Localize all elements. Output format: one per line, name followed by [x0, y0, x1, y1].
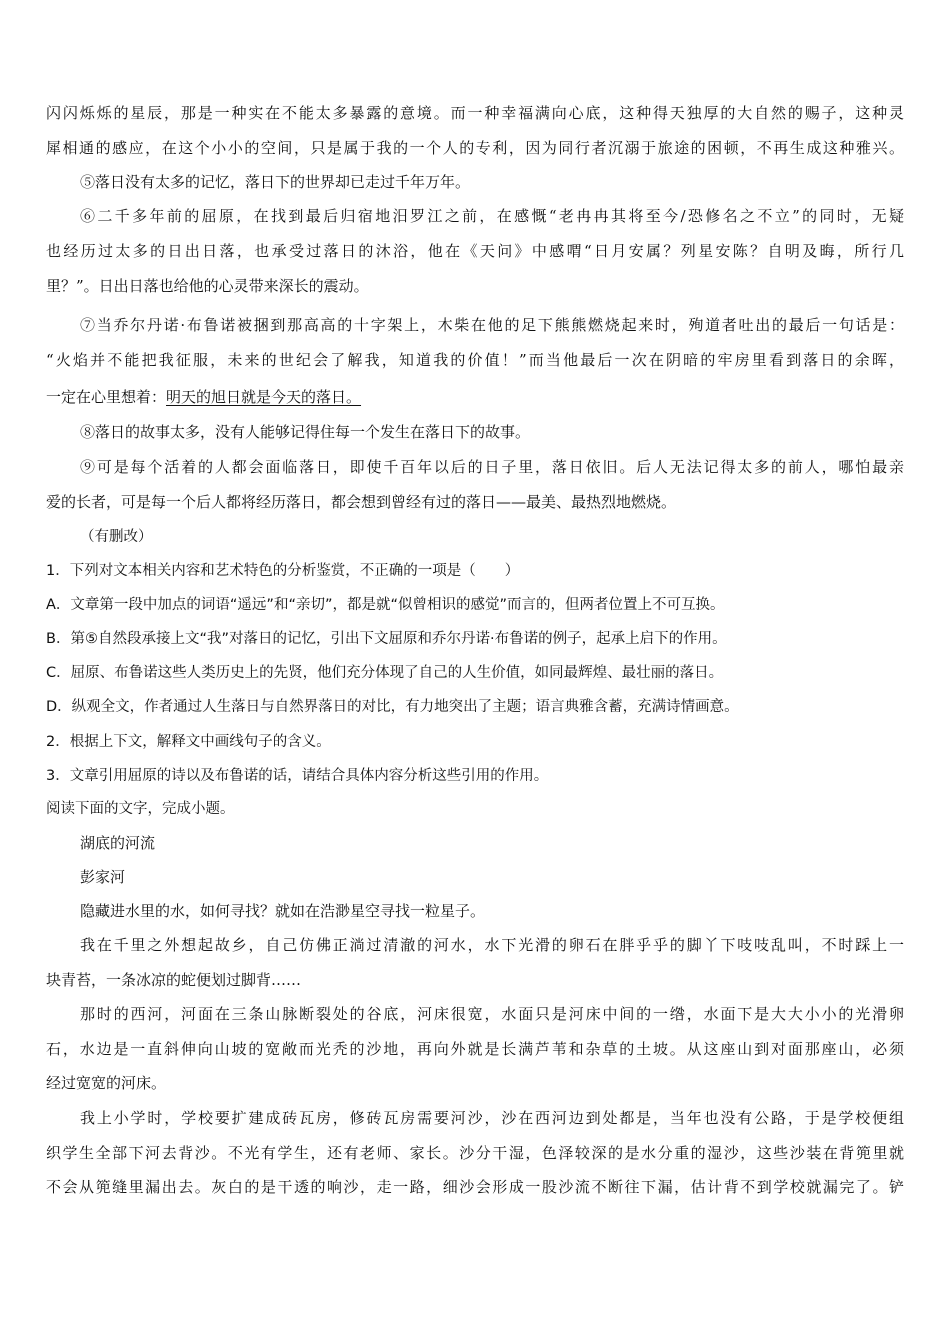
article-title: 湖底的河流 [80, 834, 156, 852]
paragraph-6-line: 里？”。日出日落也给他的心灵带来深长的震动。 [46, 277, 369, 295]
paragraph-7-text: 一定在心里想着： [46, 388, 167, 406]
reading-intro: 阅读下面的文字，完成小题。 [46, 801, 235, 817]
article-paragraph-4-line: 不会从篼缝里漏出去。灰白的是干透的响沙，走一路，细沙会形成一股沙流不断往下漏，估计背不到学校就漏完了。铲 [46, 1178, 904, 1196]
question-1: 1．下列对文本相关内容和艺术特色的分析鉴赏，不正确的一项是（ ） [46, 563, 520, 579]
option-d: D．纵观全文，作者通过人生落日与自然界落日的对比，有力地突出了主题；语言典雅含蓄，充满诗情画意。 [46, 699, 739, 715]
underlined-sentence: 明天的旭日就是今天的落日。 [166, 388, 362, 406]
source-note: （有删改） [80, 529, 153, 545]
paragraph-7-line: “火焰并不能把我征服，未来的世纪会了解我，知道我的价值！”而当他最后一次在阴暗的牢房里看到落日的余晖， [46, 351, 904, 369]
paragraph-5: ⑤落日没有太多的记忆，落日下的世界却已走过千年万年。 [80, 173, 471, 191]
paragraph-9-line: 爱的长者，可是每一个后人都将经历落日，都会想到曾经有过的落日——最美、最热烈地燃烧。 [46, 493, 677, 511]
article-author: 彭家河 [80, 868, 126, 886]
paragraph-8: ⑧落日的故事太多，没有人能够记得住每一个发生在落日下的故事。 [80, 423, 531, 441]
paragraph-6-line: 也经历过太多的日出日落，也承受过落日的沐浴，他在《天问》中感喟“日月安属？列星安陈？自明及晦，所行几 [46, 242, 904, 260]
article-paragraph-3-line: 那时的西河，河面在三条山脉断裂处的谷底，河床很宽，水面只是河床中间的一绺，水面下是大大小小的光滑卵 [80, 1005, 904, 1023]
paragraph-6-line: ⑥二千多年前的屈原，在找到最后归宿地汨罗江之前，在感慨“老冉冉其将至今/恐修名之不立”的同时，无疑 [80, 207, 904, 225]
article-paragraph-1: 隐藏进水里的水，如何寻找？就如在浩渺星空寻找一粒星子。 [80, 902, 486, 920]
article-paragraph-3-line: 经过宽宽的河床。 [46, 1074, 167, 1092]
article-paragraph-4-line: 我上小学时，学校要扩建成砖瓦房，修砖瓦房需要河沙，沙在西河边到处都是，当年也没有公路，于是学校便组 [80, 1109, 904, 1127]
question-3: 3．文章引用屈原的诗以及布鲁诺的话，请结合具体内容分析这些引用的作用。 [46, 768, 549, 784]
paragraph-7-line [46, 387, 361, 407]
question-2: 2．根据上下文，解释文中画线句子的含义。 [46, 734, 331, 750]
option-b: B．第⑤自然段承接上文“我”对落日的记忆，引出下文屈原和乔尔丹诺·布鲁诺的例子，起承上启下的作用。 [46, 631, 727, 647]
article-paragraph-3-line: 石，水边是一直斜伸向山坡的宽敞而光秃的沙地，再向外就是长满芦苇和杂草的土坡。从这座山到对面那座山，必须 [46, 1040, 904, 1058]
option-c: C．屈原、布鲁诺这些人类历史上的先贤，他们充分体现了自己的人生价值，如同最辉煌、最壮丽的落日。 [46, 665, 724, 681]
article-paragraph-2-line: 块青苔，一条冰凉的蛇便划过脚背…… [46, 971, 302, 989]
paragraph-9-line: ⑨可是每个活着的人都会面临落日，即使千百年以后的日子里，落日依旧。后人无法记得太多的前人，哪怕最亲 [80, 458, 904, 476]
paragraph-7-line: ⑦当乔尔丹诺·布鲁诺被捆到那高高的十字架上，木柴在他的足下熊熊燃烧起来时，殉道者吐出的最后一句话是： [80, 316, 904, 334]
article-paragraph-2-line: 我在千里之外想起故乡，自己仿佛正淌过清澈的河水，水下光滑的卵石在胖乎乎的脚丫下吱吱乱叫，不时踩上一 [80, 936, 904, 954]
article-paragraph-4-line: 织学生全部下河去背沙。不光有学生，还有老师、家长。沙分干湿，色泽较深的是水分重的湿沙，这些沙装在背篼里就 [46, 1144, 904, 1162]
option-a: A．文章第一段中加点的词语“遥远”和“亲切”，都是就“似曾相识的感觉”而言的，但两者位置上不可互换。 [46, 597, 725, 613]
passage-line: 闪闪烁烁的星辰，那是一种实在不能太多暴露的意境。而一种幸福满向心底，这种得天独厚的大自然的赐子，这种灵 [46, 104, 904, 122]
passage-line: 犀相通的感应，在这个小小的空间，只是属于我的一个人的专利，因为同行者沉溺于旅途的困顿，不再生成这种雅兴。 [46, 139, 904, 157]
